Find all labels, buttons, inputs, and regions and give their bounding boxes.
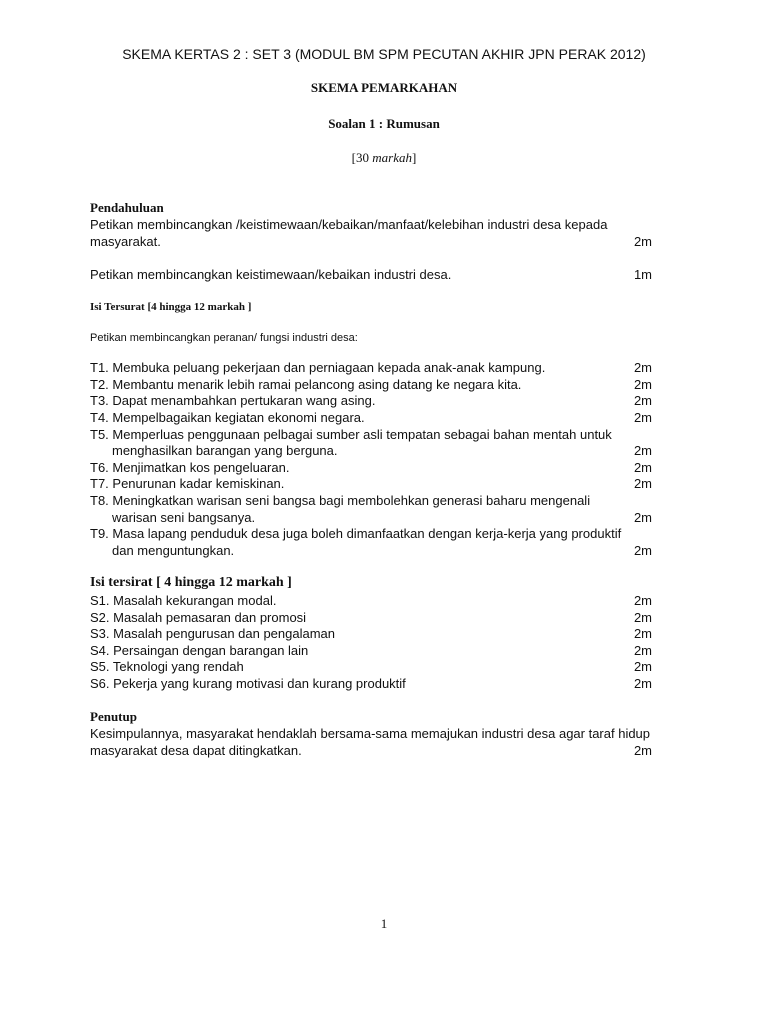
tersurat-item-cont-text: dan menguntungkan. bbox=[112, 543, 235, 558]
tersurat-heading: Isi Tersurat [4 hingga 12 markah ] bbox=[90, 301, 252, 313]
tersurat-item-continued bbox=[90, 510, 652, 526]
tersurat-item: T9. Masa lapang penduduk desa juga boleh dimanfaatkan dengan kerja-kerja yang produktif bbox=[90, 526, 622, 541]
tersirat-item-text: S2. Masalah pemasaran dan promosi bbox=[90, 610, 307, 625]
pendahuluan-line-2 bbox=[90, 234, 652, 250]
tersurat-intro: Petikan membincangkan peranan/ fungsi industri desa: bbox=[90, 332, 358, 344]
tersirat-item-mark: 2m bbox=[633, 659, 652, 674]
tersirat-item-mark: 2m bbox=[633, 676, 652, 691]
tersurat-item: T5. Memperluas penggunaan pelbagai sumber asli tempatan sebagai bahan mentah untuk bbox=[90, 427, 612, 442]
tersirat-item-mark: 2m bbox=[633, 593, 652, 608]
page-number: 1 bbox=[380, 916, 388, 931]
marks-open: [30 bbox=[351, 150, 373, 165]
tersirat-item-mark: 2m bbox=[633, 610, 652, 625]
pendahuluan-line-1: Petikan membincangkan /keistimewaan/kebaikan/manfaat/kelebihan industri desa kepada bbox=[90, 217, 608, 232]
tersirat-item bbox=[90, 659, 652, 675]
tersurat-item bbox=[90, 410, 652, 426]
tersurat-item bbox=[90, 360, 652, 376]
penutup-line-2 bbox=[90, 743, 652, 759]
total-marks bbox=[0, 150, 768, 166]
scheme-title: SKEMA PEMARKAHAN bbox=[310, 80, 458, 95]
tersurat-item-cont-text: warisan seni bangsanya. bbox=[112, 510, 256, 525]
tersurat-item-mark: 2m bbox=[633, 476, 652, 491]
penutup-line-1: Kesimpulannya, masyarakat hendaklah bersama-sama memajukan industri desa agar taraf hidup bbox=[90, 726, 651, 741]
tersurat-item-mark: 2m bbox=[633, 360, 652, 375]
tersurat-item bbox=[90, 393, 652, 409]
tersirat-item bbox=[90, 626, 652, 642]
tersurat-item-cont-text: menghasilkan barangan yang berguna. bbox=[112, 443, 338, 458]
tersurat-item-text: T2. Membantu menarik lebih ramai pelancong asing datang ke negara kita. bbox=[90, 377, 522, 392]
marks-word: markah bbox=[372, 150, 412, 165]
tersurat-item-mark: 2m bbox=[633, 377, 652, 392]
tersirat-item bbox=[90, 610, 652, 626]
pendahuluan-line-3-text: Petikan membincangkan keistimewaan/kebaikan industri desa. bbox=[90, 267, 452, 282]
tersurat-item bbox=[90, 377, 652, 393]
tersurat-item bbox=[90, 476, 652, 492]
tersurat-item-mark: 2m bbox=[633, 543, 652, 558]
penutup-line-2-text: masyarakat desa dapat ditingkatkan. bbox=[90, 743, 302, 758]
tersirat-item-text: S5. Teknologi yang rendah bbox=[90, 659, 244, 674]
tersurat-item-text: T4. Mempelbagaikan kegiatan ekonomi negara. bbox=[90, 410, 365, 425]
penutup-heading: Penutup bbox=[90, 709, 137, 724]
tersirat-item-mark: 2m bbox=[633, 643, 652, 658]
tersurat-item-mark: 2m bbox=[633, 510, 652, 525]
pendahuluan-heading: Pendahuluan bbox=[90, 200, 164, 215]
tersirat-item-mark: 2m bbox=[633, 626, 652, 641]
pendahuluan-line-2-text: masyarakat. bbox=[90, 234, 161, 249]
pendahuluan-mark-1: 2m bbox=[633, 234, 652, 249]
marks-close: ] bbox=[411, 150, 417, 165]
penutup-mark: 2m bbox=[633, 743, 652, 758]
tersurat-item: T8. Meningkatkan warisan seni bangsa bagi membolehkan generasi baharu mengenali bbox=[90, 493, 591, 508]
pendahuluan-mark-2: 1m bbox=[633, 267, 652, 282]
tersurat-item-text: T1. Membuka peluang pekerjaan dan perniagaan kepada anak-anak kampung. bbox=[90, 360, 546, 375]
pendahuluan-line-3 bbox=[90, 267, 652, 283]
tersurat-item-text: T6. Menjimatkan kos pengeluaran. bbox=[90, 460, 290, 475]
tersirat-item-text: S1. Masalah kekurangan modal. bbox=[90, 593, 277, 608]
tersurat-item-mark: 2m bbox=[633, 443, 652, 458]
tersirat-heading: Isi tersirat [ 4 hingga 12 markah ] bbox=[90, 575, 292, 590]
tersurat-item-continued bbox=[90, 543, 652, 559]
tersirat-item-text: S6. Pekerja yang kurang motivasi dan kurang produktif bbox=[90, 676, 406, 691]
tersurat-item-continued bbox=[90, 443, 652, 459]
tersirat-item bbox=[90, 593, 652, 609]
tersirat-item-text: S3. Masalah pengurusan dan pengalaman bbox=[90, 626, 336, 641]
tersurat-item-text: T3. Dapat menambahkan pertukaran wang asing. bbox=[90, 393, 376, 408]
tersurat-item bbox=[90, 460, 652, 476]
document-header-title: SKEMA KERTAS 2 : SET 3 (MODUL BM SPM PECUTAN AKHIR JPN PERAK 2012) bbox=[122, 46, 646, 62]
tersirat-item bbox=[90, 676, 652, 692]
tersurat-item-mark: 2m bbox=[633, 393, 652, 408]
tersirat-item bbox=[90, 643, 652, 659]
tersurat-item-mark: 2m bbox=[633, 460, 652, 475]
question-title: Soalan 1 : Rumusan bbox=[328, 116, 440, 131]
tersurat-item-text: T7. Penurunan kadar kemiskinan. bbox=[90, 476, 285, 491]
tersirat-item-text: S4. Persaingan dengan barangan lain bbox=[90, 643, 309, 658]
tersurat-item-mark: 2m bbox=[633, 410, 652, 425]
